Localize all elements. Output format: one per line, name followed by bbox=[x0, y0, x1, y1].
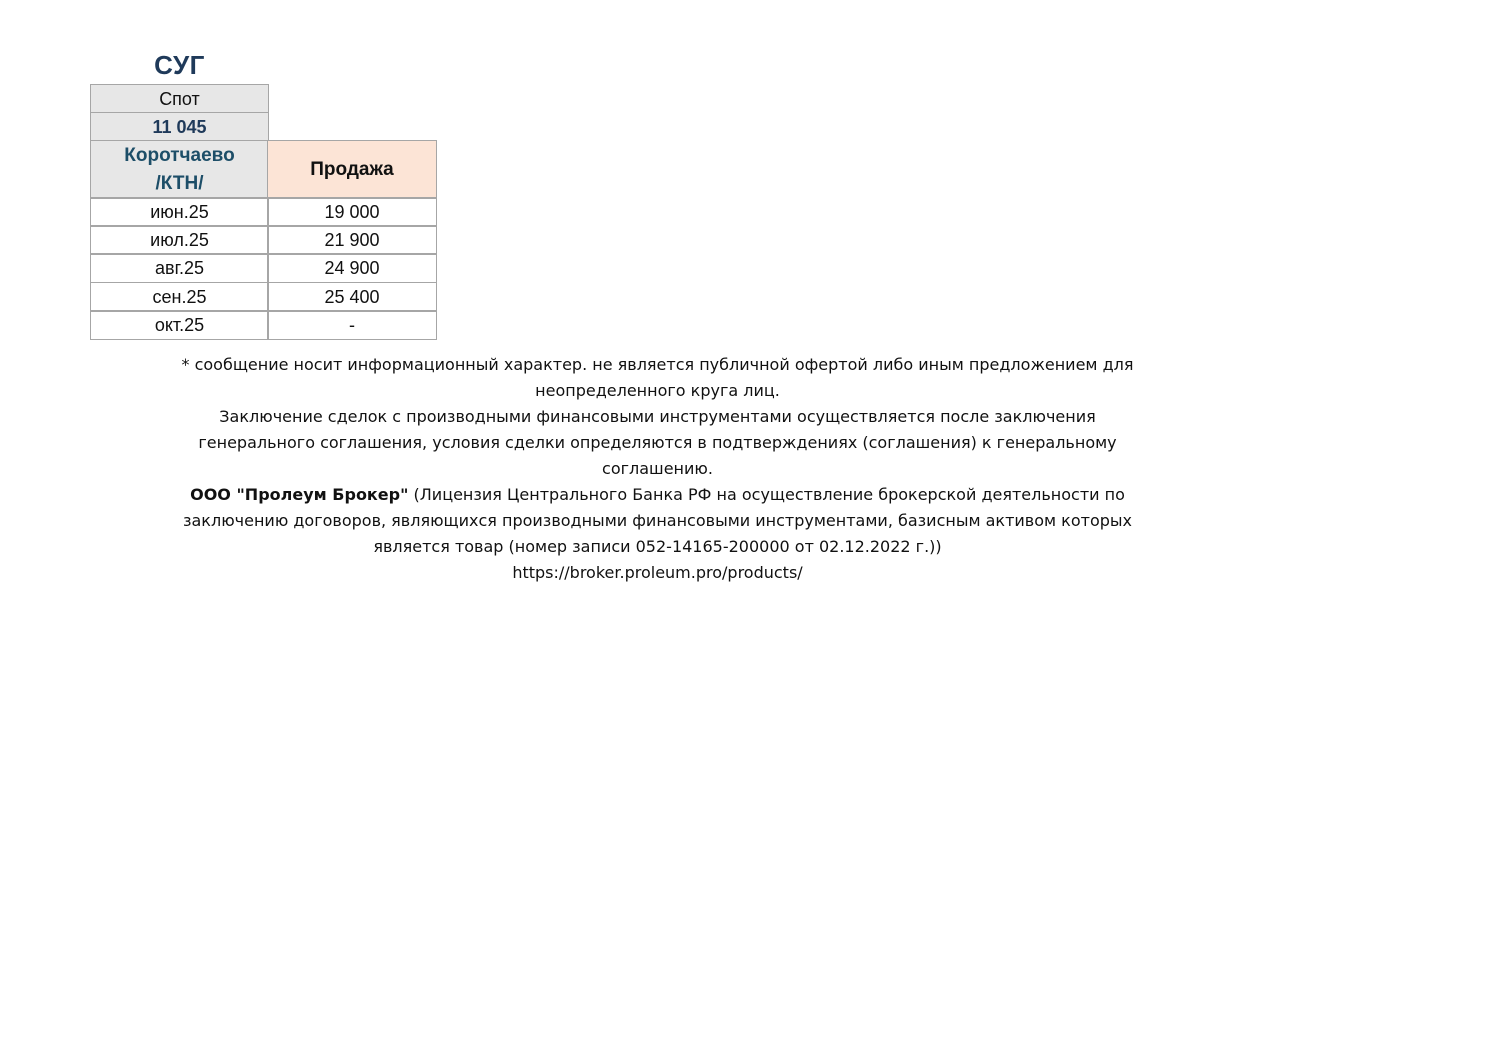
spot-label: Спот bbox=[90, 84, 269, 114]
sale-cell: 24 900 bbox=[267, 253, 437, 283]
location-header-line1: Коротчаево bbox=[124, 144, 235, 166]
sale-cell: 21 900 bbox=[267, 225, 437, 255]
disclaimer-info-note: * сообщение носит информационный характер. не является публичной офертой либо иным предложением для неопределенного круга лиц. bbox=[181, 355, 1134, 400]
products-url[interactable]: https://broker.proleum.pro/products/ bbox=[512, 563, 803, 582]
disclaimer-license bbox=[160, 482, 1155, 560]
disclaimer bbox=[160, 352, 1155, 586]
sale-cell: 25 400 bbox=[267, 282, 437, 312]
month-cell: июн.25 bbox=[90, 197, 269, 227]
location-header-line2: /КТН/ bbox=[155, 172, 204, 194]
license-text: (Лицензия Центрального Банка РФ на осуществление брокерской деятельности по заключению договоров, являющихся производными финансовыми инструментами, базисным активом которых является товар (номер записи 052-14165-200000 от 02.12.2022 г.)) bbox=[182, 485, 1132, 556]
sale-header: Продажа bbox=[267, 140, 437, 199]
page-title: СУГ bbox=[154, 50, 205, 80]
location-header bbox=[90, 140, 269, 199]
month-cell: авг.25 bbox=[90, 253, 269, 283]
spot-value: 11 045 bbox=[90, 112, 269, 142]
company-name: ООО "Пролеум Брокер" bbox=[190, 485, 409, 504]
month-cell: окт.25 bbox=[90, 310, 269, 340]
month-cell: июл.25 bbox=[90, 225, 269, 255]
sale-cell: 19 000 bbox=[267, 197, 437, 227]
disclaimer-deals-note: Заключение сделок с производными финансовыми инструментами осуществляется после заключения генерального соглашения, условия сделки определяются в подтверждениях (соглашения) к генеральному соглашению. bbox=[198, 407, 1117, 478]
month-cell: сен.25 bbox=[90, 282, 269, 312]
sale-cell: - bbox=[267, 310, 437, 340]
